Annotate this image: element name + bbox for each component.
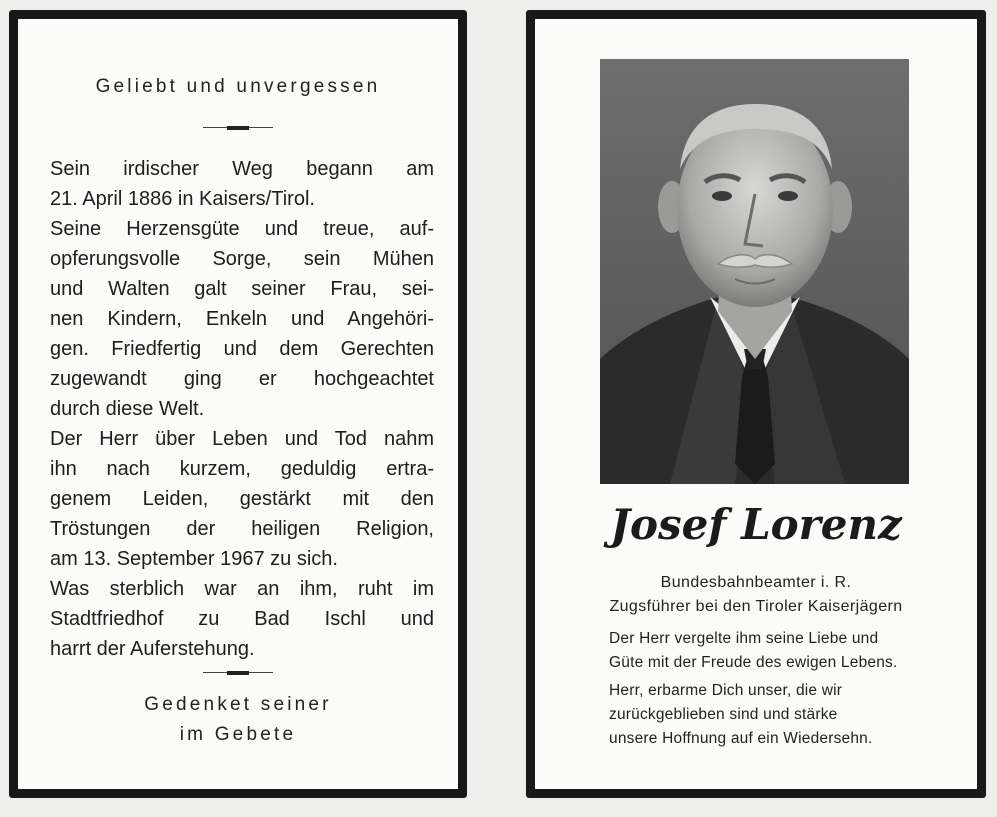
biography-text (50, 154, 434, 664)
verse-line: Herr, erbarme Dich unser, die wir (609, 682, 843, 699)
body-line: Stadtfriedhof zu Bad Ischl und (50, 608, 434, 630)
body-line: Was sterblich war an ihm, ruht im (50, 578, 434, 600)
heading: Geliebt und unvergessen (95, 76, 381, 97)
body-line: zugewandt ging er hochgeachtet (50, 368, 434, 390)
body-line: nen Kindern, Enkeln und Angehöri- (50, 308, 434, 330)
divider-top (203, 127, 273, 128)
body-line: Der Herr über Leben und Tod nahm (50, 428, 434, 450)
left-card (9, 10, 467, 798)
occupation-line-1: Bundesbahnbeamter i. R. (660, 574, 852, 591)
body-line: opferungsvolle Sorge, sein Mühen (50, 248, 434, 270)
body-line: gen. Friedfertig und dem Gerechten (50, 338, 434, 360)
closing-line-1: Gedenket seiner (144, 694, 332, 715)
body-line: Seine Herzensgüte und treue, auf- (50, 218, 434, 240)
body-line: durch diese Welt. (50, 398, 205, 420)
verse-1 (609, 627, 939, 675)
body-line: ihn nach kurzem, geduldig ertra- (50, 458, 434, 480)
verse-line: zurückgeblieben sind und stärke (609, 706, 838, 723)
body-line: am 13. September 1967 zu sich. (50, 548, 338, 570)
body-line: Tröstungen der heiligen Religion, (50, 518, 434, 540)
body-line: harrt der Auferstehung. (50, 638, 255, 660)
body-line: Sein irdischer Weg begann am (50, 158, 434, 180)
right-card (526, 10, 986, 798)
occupation-line-2: Zugsführer bei den Tiroler Kaiserjägern (609, 598, 903, 615)
body-line: genem Leiden, gestärkt mit den (50, 488, 434, 510)
verse-line: unsere Hoffnung auf ein Wiedersehn. (609, 730, 873, 747)
verse-line: Güte mit der Freude des ewigen Lebens. (609, 654, 898, 671)
portrait-illustration (600, 59, 909, 484)
verse-line: Der Herr vergelte ihm seine Liebe und (609, 630, 879, 647)
verse-2 (609, 679, 939, 751)
body-line: und Walten galt seiner Frau, sei- (50, 278, 434, 300)
deceased-name: Josef Lorenz (610, 500, 902, 549)
portrait-photo (600, 59, 909, 484)
closing-line-2: im Gebete (179, 724, 297, 745)
divider-bottom (203, 672, 273, 673)
body-line: 21. April 1886 in Kaisers/Tirol. (50, 188, 315, 210)
